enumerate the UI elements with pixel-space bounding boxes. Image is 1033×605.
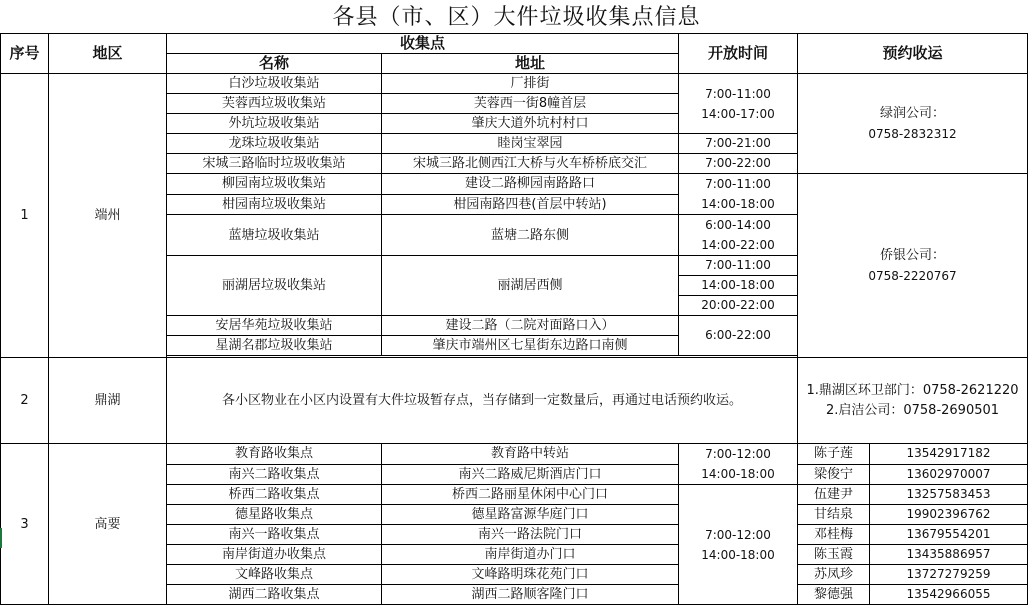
hours-text: 14:00-17:00 <box>701 106 775 121</box>
station-name: 安居华苑垃圾收集站 <box>167 316 382 336</box>
hours-cell <box>679 485 798 605</box>
collection-table <box>0 33 1028 605</box>
station-name: 教育路收集点 <box>167 444 382 465</box>
contact-name: 伍建尹 <box>798 485 870 505</box>
contact-name: 黎德强 <box>798 585 870 605</box>
hours-cell: 6:00-22:00 <box>679 316 798 356</box>
region-cell: 鼎湖 <box>49 358 167 444</box>
station-name: 白沙垃圾收集站 <box>167 74 382 94</box>
station-address: 厂排街 <box>382 74 679 94</box>
hours-cell: 7:00-22:00 <box>679 154 798 174</box>
header-address: 地址 <box>382 54 679 74</box>
station-address: 柑园南路四巷(首层中转站) <box>382 194 679 215</box>
seq-cell: 1 <box>1 74 49 358</box>
station-address: 南岸街道办门口 <box>382 545 679 565</box>
header-row <box>1 34 1028 54</box>
station-address: 建设二路柳园南路路口 <box>382 174 679 195</box>
contact-name: 陈子莲 <box>798 444 870 465</box>
region-cell: 高要 <box>49 444 167 605</box>
booking-company: 侨银公司： <box>879 247 945 263</box>
booking-line: 2.启洁公司：0758-2690501 <box>825 402 1000 418</box>
hours-text: 14:00-18:00 <box>701 547 775 562</box>
contact-phone: 13435886957 <box>870 545 1028 565</box>
station-address: 教育路中转站 <box>382 444 679 465</box>
hours-text: 7:00-11:00 <box>705 86 771 101</box>
hours-cell <box>679 174 798 215</box>
station-name: 南兴二路收集点 <box>167 464 382 485</box>
header-booking: 预约收运 <box>798 34 1028 74</box>
contact-phone: 19902396762 <box>870 505 1028 525</box>
station-name: 芙蓉西垃圾收集站 <box>167 94 382 114</box>
header-hours: 开放时间 <box>679 34 798 74</box>
header-region: 地区 <box>49 34 167 74</box>
contact-phone: 13542917182 <box>870 444 1028 465</box>
station-name: 龙珠垃圾收集站 <box>167 134 382 154</box>
station-name: 丽湖居垃圾收集站 <box>167 256 382 316</box>
station-address: 蓝塘二路东侧 <box>382 215 679 256</box>
contact-name: 苏凤珍 <box>798 565 870 585</box>
contact-phone: 13257583453 <box>870 485 1028 505</box>
station-address: 德星路富源华庭门口 <box>382 505 679 525</box>
hours-text: 6:00-14:00 <box>705 218 771 232</box>
hours-text: 7:00-12:00 <box>705 527 771 542</box>
seq-cell: 3 <box>1 444 49 605</box>
station-address: 睦岗宝翠园 <box>382 134 679 154</box>
booking-phone: 0758-2832312 <box>868 126 957 141</box>
station-name: 德星路收集点 <box>167 505 382 525</box>
booking-cell <box>798 174 1028 358</box>
hours-text: 14:00-22:00 <box>701 238 775 252</box>
hours-cell: 7:00-11:00 <box>679 256 798 276</box>
header-seq: 序号 <box>1 34 49 74</box>
hours-cell: 20:00-22:00 <box>679 296 798 316</box>
hours-cell <box>679 444 798 485</box>
table-row <box>1 444 1028 465</box>
table-row <box>1 358 1028 444</box>
station-name: 柑园南垃圾收集站 <box>167 194 382 215</box>
station-name: 外坑垃圾收集站 <box>167 114 382 134</box>
station-address: 湖西二路顺客隆门口 <box>382 585 679 605</box>
hours-cell <box>679 215 798 256</box>
hours-text: 7:00-12:00 <box>705 447 771 461</box>
station-name: 星湖名郡垃圾收集站 <box>167 336 382 356</box>
station-name: 南岸街道办收集点 <box>167 545 382 565</box>
station-address: 文峰路明珠花苑门口 <box>382 565 679 585</box>
booking-phone: 0758-2220767 <box>868 268 957 283</box>
booking-cell <box>798 74 1028 174</box>
station-address: 南兴一路法院门口 <box>382 525 679 545</box>
dinghu-note: 各小区物业在小区内设置有大件垃圾暂存点，当存储到一定数量后，再通过电话预约收运。 <box>167 358 798 444</box>
hours-text: 14:00-18:00 <box>701 467 775 481</box>
region-cell: 端州 <box>49 74 167 358</box>
contact-phone: 13542966055 <box>870 585 1028 605</box>
contact-phone: 13727279259 <box>870 565 1028 585</box>
hours-cell: 7:00-21:00 <box>679 134 798 154</box>
hours-cell: 14:00-18:00 <box>679 276 798 296</box>
contact-phone: 13602970007 <box>870 464 1028 485</box>
contact-name: 陈玉霞 <box>798 545 870 565</box>
booking-company: 绿润公司： <box>879 105 945 121</box>
station-name: 湖西二路收集点 <box>167 585 382 605</box>
row-selection-marker <box>0 528 2 548</box>
station-name: 柳园南垃圾收集站 <box>167 174 382 195</box>
station-name: 宋城三路临时垃圾收集站 <box>167 154 382 174</box>
contact-name: 邓桂梅 <box>798 525 870 545</box>
station-address: 建设二路（二院对面路口入） <box>382 316 679 336</box>
header-collection: 收集点 <box>167 34 679 54</box>
hours-text: 14:00-18:00 <box>701 197 775 211</box>
station-name: 文峰路收集点 <box>167 565 382 585</box>
hours-text: 7:00-11:00 <box>705 177 771 191</box>
station-name: 蓝塘垃圾收集站 <box>167 215 382 256</box>
contact-name: 甘结泉 <box>798 505 870 525</box>
station-name: 南兴一路收集点 <box>167 525 382 545</box>
station-address: 芙蓉西一街8幢首层 <box>382 94 679 114</box>
station-address: 丽湖居西侧 <box>382 256 679 316</box>
station-address: 肇庆市端州区七星街东边路口南侧 <box>382 336 679 356</box>
station-address: 肇庆大道外坑村村口 <box>382 114 679 134</box>
station-address: 南兴二路威尼斯酒店门口 <box>382 464 679 485</box>
seq-cell: 2 <box>1 358 49 444</box>
station-address: 桥西二路丽星休闲中心门口 <box>382 485 679 505</box>
station-name: 桥西二路收集点 <box>167 485 382 505</box>
header-name: 名称 <box>167 54 382 74</box>
contact-name: 梁俊宁 <box>798 464 870 485</box>
table-row <box>1 74 1028 94</box>
hours-cell <box>679 74 798 134</box>
contact-phone: 13679554201 <box>870 525 1028 545</box>
booking-line: 1.鼎湖区环卫部门：0758-2621220 <box>806 382 1019 398</box>
booking-cell <box>798 358 1028 444</box>
station-address: 宋城三路北侧西江大桥与火车桥桥底交汇 <box>382 154 679 174</box>
sheet-title: 各县（市、区）大件垃圾收集点信息 <box>332 5 701 30</box>
